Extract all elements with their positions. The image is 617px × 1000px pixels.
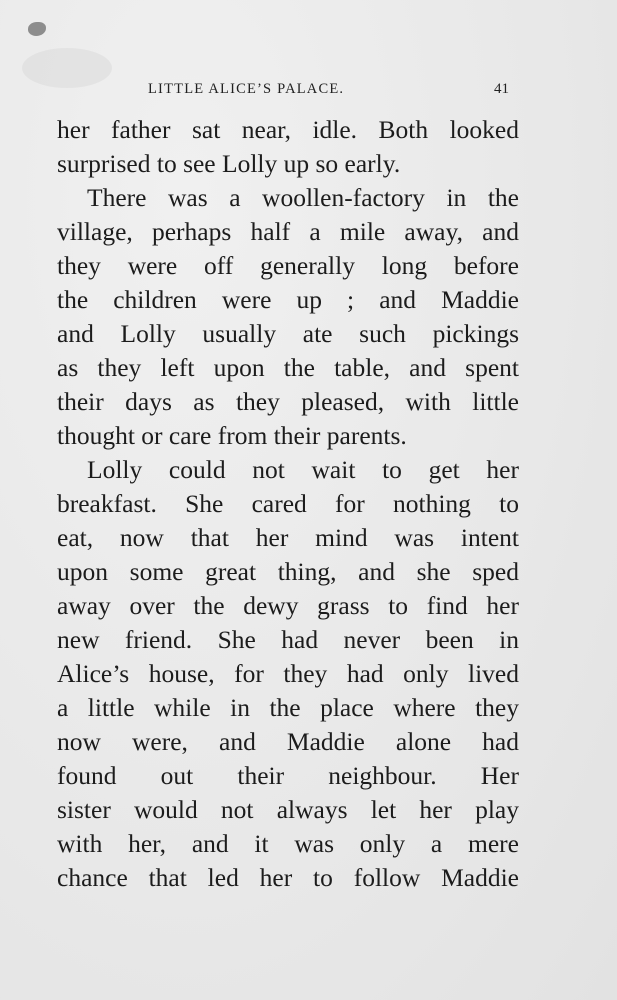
text-line: Alice’s house, for they had only lived [57,659,519,688]
text-line: as they left upon the table, and spent [57,353,519,382]
text-line: upon some great thing, and she sped [57,557,519,586]
text-line: and Lolly usually ate such pickings [57,319,519,348]
text-line: found out their neighbour. Her [57,761,519,790]
text-line: new friend. She had never been in [57,625,519,654]
paper-stain [22,48,112,88]
text-line: chance that led her to follow Maddie [57,863,519,892]
body-text [57,113,519,895]
text-line: their days as they pleased, with little [57,387,519,416]
ink-blot [28,22,46,36]
text-line: with her, and it was only a mere [57,829,519,858]
text-line: thought or care from their parents. [57,421,407,450]
text-line: a little while in the place where they [57,693,519,722]
text-line: now were, and Maddie alone had [57,727,519,756]
text-line: her father sat near, idle. Both looked [57,115,519,144]
text-line: sister would not always let her play [57,795,519,824]
running-title: LITTLE ALICE’S PALACE. [148,81,345,97]
text-line: they were off generally long before [57,251,519,280]
text-line: There was a woollen-factory in the [87,183,519,212]
text-line: breakfast. She cared for nothing to [57,489,519,518]
text-line: the children were up ; and Maddie [57,285,519,314]
text-line: Lolly could not wait to get her [87,455,519,484]
text-line: eat, now that her mind was intent [57,523,519,552]
page-number: 41 [494,81,509,97]
text-line: surprised to see Lolly up so early. [57,149,401,178]
text-line: away over the dewy grass to find her [57,591,519,620]
text-line: village, perhaps half a mile away, and [57,217,519,246]
